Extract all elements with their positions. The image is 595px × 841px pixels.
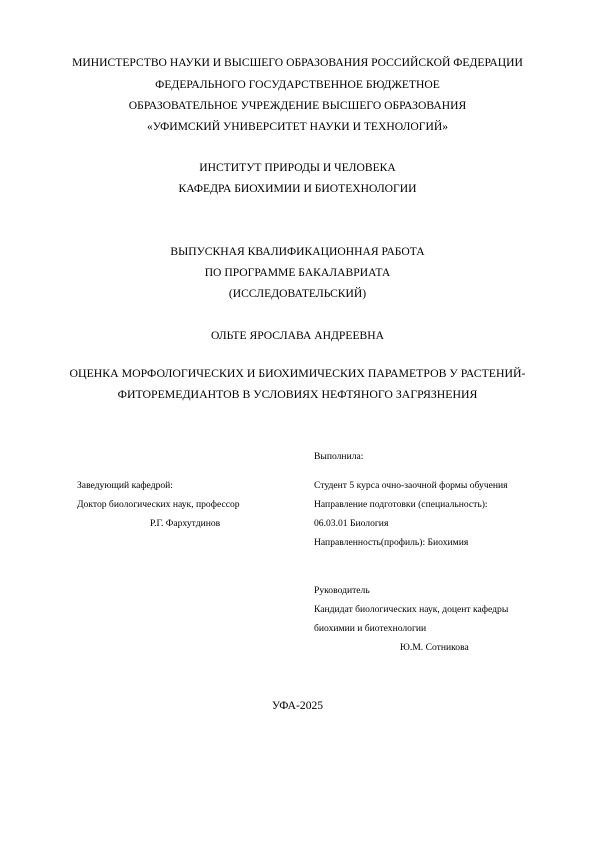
- city-year: УФА-2025: [271, 699, 324, 712]
- supervisor-label: Руководитель: [314, 585, 370, 596]
- institute-name: ИНСТИТУТ ПРИРОДЫ И ЧЕЛОВЕКА: [199, 161, 396, 174]
- department-name: КАФЕДРА БИОХИМИИ И БИОТЕХНОЛОГИИ: [178, 182, 417, 195]
- performer-label: Выполнила:: [314, 451, 364, 462]
- thesis-title-line-1: ОЦЕНКА МОРФОЛОГИЧЕСКИХ И БИОХИМИЧЕСКИХ ПАРАМЕТРОВ У РАСТЕНИЙ-: [69, 366, 526, 380]
- head-of-department-degree: Доктор биологических наук, профессор: [77, 499, 240, 510]
- author-name: ОЛЬТЕ ЯРОСЛАВА АНДРЕЕВНА: [210, 329, 385, 342]
- supervisor-name: Ю.М. Сотникова: [400, 642, 469, 653]
- thesis-title-line-2: ФИТОРЕМЕДИАНТОВ В УСЛОВИЯХ НЕФТЯНОГО ЗАГРЯЗНЕНИЯ: [117, 387, 478, 401]
- work-type-line-3: (ИССЛЕДОВАТЕЛЬСКИЙ): [228, 287, 367, 300]
- supervisor-degree-line-2: биохимии и биотехнологии: [314, 623, 427, 634]
- student-info: Студент 5 курса очно-заочной формы обучения: [314, 480, 508, 491]
- head-of-department-label: Заведующий кафедрой:: [77, 480, 173, 491]
- supervisor-degree-line-1: Кандидат биологических наук, доцент кафедры: [314, 604, 509, 615]
- ministry-line-2: ФЕДЕРАЛЬНОГО ГОСУДАРСТВЕННОЕ БЮДЖЕТНОЕ: [155, 78, 440, 91]
- direction-label: Направление подготовки (специальность):: [314, 499, 488, 510]
- ministry-line-3: ОБРАЗОВАТЕЛЬНОЕ УЧРЕЖДЕНИЕ ВЫСШЕГО ОБРАЗОВАНИЯ: [128, 99, 467, 112]
- work-type-line-2: ПО ПРОГРАММЕ БАКАЛАВРИАТА: [204, 266, 391, 279]
- ministry-line-1: МИНИСТЕРСТВО НАУКИ И ВЫСШЕГО ОБРАЗОВАНИЯ РОССИЙСКОЙ ФЕДЕРАЦИИ: [72, 56, 523, 69]
- profile-info: Направленность(профиль): Биохимия: [314, 537, 469, 548]
- direction-value: 06.03.01 Биология: [314, 518, 389, 529]
- work-type-line-1: ВЫПУСКНАЯ КВАЛИФИКАЦИОННАЯ РАБОТА: [170, 245, 425, 258]
- university-name: «УФИМСКИЙ УНИВЕРСИТЕТ НАУКИ И ТЕХНОЛОГИЙ»: [146, 120, 449, 133]
- head-of-department-name: Р.Г. Фархутдинов: [150, 518, 221, 529]
